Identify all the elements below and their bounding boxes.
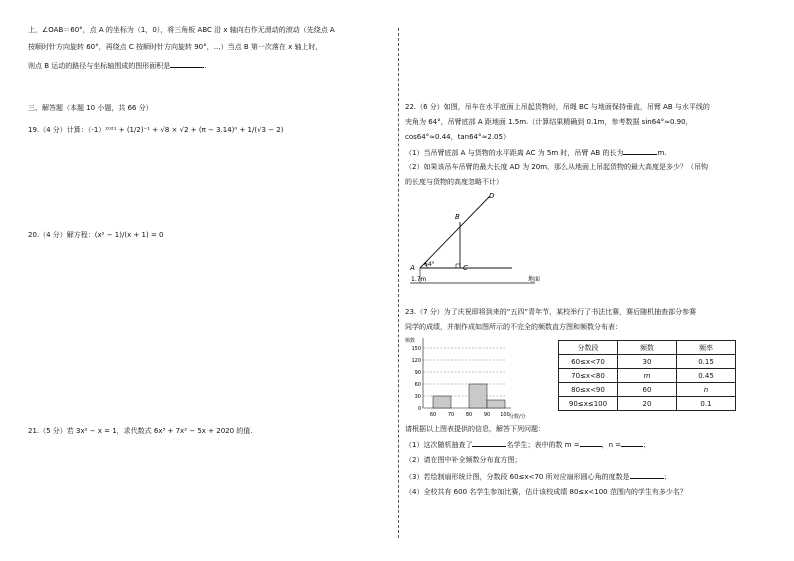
table-cell: 60≤x<70 [559, 355, 618, 369]
q23-part-1-mid: 名学生；表中的数 m = [506, 441, 580, 449]
q23-line-2: 同学的成绩，并制作成如图所示的不完全的频数直方图和频数分布表： [405, 323, 622, 331]
q23-part-3-text: （3）若绘制扇形统计图，分数段 60≤x<70 所对应扇形圆心角的度数是 [405, 473, 630, 481]
q22-part-1 [405, 148, 667, 157]
frequency-histogram [403, 336, 526, 421]
section-title: 三、解答题（本题 10 小题，共 66 分） [28, 104, 153, 112]
y-tick-label: 30 [414, 394, 421, 400]
frequency-table [558, 340, 736, 411]
q23-part-2: （2）请在图中补全频数分布直方图； [405, 456, 522, 464]
answer-blank[interactable] [580, 440, 602, 447]
table-header-row [559, 341, 736, 355]
q23-line-1: 23.（7 分）为了庆祝即将到来的“五四”青年节，某校举行了书法比赛，赛后随机抽查部分参赛 [405, 308, 697, 316]
q22-line-3: cos64°≈0.44，tan64°≈2.05） [405, 133, 510, 141]
answer-blank[interactable] [170, 61, 204, 68]
crane-figure [400, 188, 560, 288]
q23-part-1-end: ； [643, 441, 651, 449]
question-20: 20.（4 分）解方程：(x² − 1)/(x + 1) = 0 [28, 231, 164, 239]
y-tick-label: 0 [417, 406, 421, 412]
y-axis-label: 频数 [405, 338, 416, 344]
answer-blank[interactable] [623, 148, 657, 155]
table-header: 频数 [618, 341, 677, 355]
q-top-line-1: 上，∠OAB＝60°，点 A 的坐标为（1，0），将三角板 ABC 沿 x 轴向右作无滑动的滚动（先绕点 A [28, 26, 335, 34]
table-row [559, 369, 736, 383]
table-cell: 20 [618, 397, 677, 411]
x-tick-label: 60 [429, 412, 437, 418]
label-b: B [455, 213, 460, 221]
label-ground: 地面 [528, 276, 541, 283]
x-tick-label: 90 [483, 412, 491, 418]
table-cell: 90≤x≤100 [559, 397, 618, 411]
q23-intro: 请根据以上图表提供的信息，解答下列问题： [405, 425, 545, 433]
histogram-bar [433, 396, 451, 408]
table-header: 分数段 [559, 341, 618, 355]
q-top-line-3-text: 则点 B 运动的路径与坐标轴围成的图形面积是 [28, 62, 171, 70]
answer-blank[interactable] [630, 472, 664, 479]
table-cell: 0.1 [677, 397, 736, 411]
histogram-bar [469, 384, 487, 408]
table-row [559, 383, 736, 397]
label-height: 1.7m [411, 276, 427, 283]
q-top-line-2: 按顺时针方向旋转 60°，再绕点 C 按顺时针方向旋转 90°，…）当点 B 第一次落在 x 轴上时， [28, 43, 323, 51]
y-tick-label: 120 [411, 358, 421, 364]
label-a: A [410, 264, 415, 272]
table-header: 频率 [677, 341, 736, 355]
q22-line-1: 22.（6 分）如图，吊车在水平底面上吊起货物时，吊绳 BC 与地面保持垂直，吊臂 AB 与水平线的 [405, 103, 710, 111]
answer-blank[interactable] [621, 440, 643, 447]
label-angle: 64° [424, 261, 435, 268]
table-cell: 70≤x<80 [559, 369, 618, 383]
q23-part-1-text: （1）这次随机抽查了 [405, 441, 473, 449]
y-tick-label: 60 [414, 382, 421, 388]
q22-part-1-text: （1）当吊臂底部 A 与货物的水平距离 AC 为 5m 时，吊臂 AB 的长为 [405, 149, 624, 157]
column-divider [398, 28, 399, 538]
y-tick-label: 150 [411, 346, 421, 352]
y-tick-label: 90 [414, 370, 421, 376]
crane-arm-line [420, 196, 490, 268]
q23-part-3-end: ； [663, 473, 671, 481]
q-top-line-3: 则点 B 运动的路径与坐标轴围成的图形面积是 . [28, 62, 207, 70]
q23-part-1 [405, 440, 650, 449]
q23-part-4: （4）全校共有 600 名学生参加比赛，估计该校成绩 80≤x<100 范围内的学生有多少名？ [405, 488, 687, 496]
q22-part-1-unit: m. [657, 149, 667, 157]
table-row [559, 355, 736, 369]
table-cell: m [618, 369, 677, 383]
q23-part-1-n: ，n = [601, 441, 622, 449]
x-tick-label: 100 [500, 412, 510, 418]
q22-part-2-line-1: （2）如果该吊车吊臂的最大长度 AD 为 20m，那么从地面上吊起货物的最大高度是多少？（吊钩 [405, 163, 709, 171]
table-cell: 60 [618, 383, 677, 397]
label-c: C [463, 264, 468, 272]
label-d: D [489, 192, 495, 200]
table-cell: n [677, 383, 736, 397]
x-tick-label: 80 [465, 412, 473, 418]
question-21: 21.（5 分）若 3x² − x = 1，求代数式 6x³ + 7x² − 5x + 2020 的值. [28, 427, 253, 435]
table-cell: 30 [618, 355, 677, 369]
x-axis-label: 分数/分 [509, 414, 526, 420]
table-row [559, 397, 736, 411]
q22-line-2: 夹角为 64°，吊臂底部 A 距地面 1.5m.（计算结果精确到 0.1m，参考数据 sin64°≈0.90， [405, 118, 693, 126]
table-cell: 0.15 [677, 355, 736, 369]
answer-blank[interactable] [472, 440, 506, 447]
q23-part-3 [405, 472, 671, 481]
question-19: 19.（4 分）计算：（-1）²⁰²¹ + (1/2)⁻¹ + √8 × √2 + (π − 3.14)⁰ + 1/(√3 − 2) [28, 126, 284, 134]
q22-part-2-line-2: 的长度与货物的高度忽略不计） [405, 178, 503, 186]
table-cell: 80≤x<90 [559, 383, 618, 397]
histogram-bar [487, 400, 505, 408]
x-tick-label: 70 [447, 412, 455, 418]
table-cell: 0.45 [677, 369, 736, 383]
right-angle-mark [456, 264, 460, 268]
